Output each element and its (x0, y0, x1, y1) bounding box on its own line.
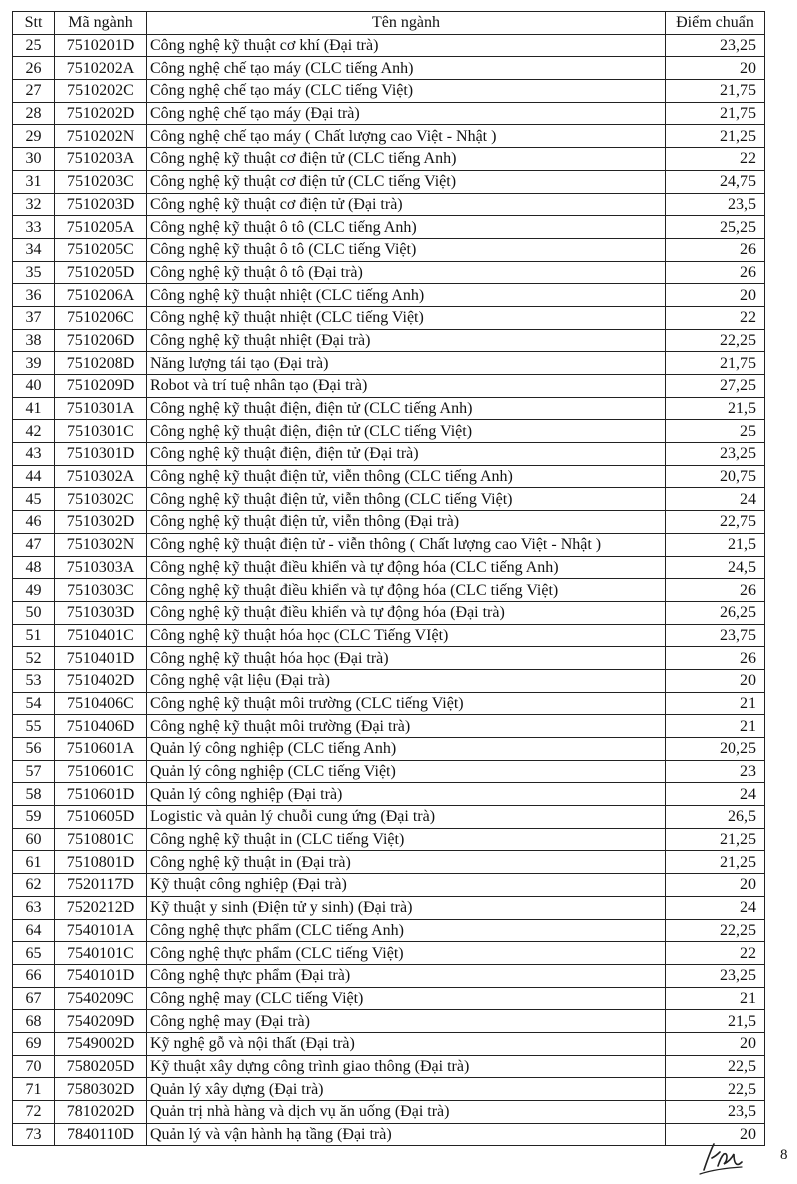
table-row (13, 80, 765, 103)
row-name: Công nghệ kỹ thuật hóa học (Đại trà) (147, 647, 666, 670)
row-code: 7510205C (55, 238, 147, 261)
row-stt: 62 (13, 874, 55, 897)
row-name: Logistic và quản lý chuỗi cung ứng (Đại trà) (147, 806, 666, 829)
row-name: Quản lý công nghiệp (CLC tiếng Việt) (147, 760, 666, 783)
row-stt: 41 (13, 397, 55, 420)
row-stt: 33 (13, 216, 55, 239)
row-score: 21,25 (666, 828, 765, 851)
table-row (13, 443, 765, 466)
row-score: 22,25 (666, 919, 765, 942)
table-row (13, 170, 765, 193)
row-score: 23,25 (666, 964, 765, 987)
row-score: 26 (666, 647, 765, 670)
row-code: 7510601D (55, 783, 147, 806)
row-name: Công nghệ chế tạo máy (Đại trà) (147, 102, 666, 125)
row-code: 7510601C (55, 760, 147, 783)
row-stt: 61 (13, 851, 55, 874)
row-name: Robot và trí tuệ nhân tạo (Đại trà) (147, 375, 666, 398)
row-score: 20 (666, 284, 765, 307)
row-score: 25 (666, 420, 765, 443)
row-code: 7510303C (55, 579, 147, 602)
row-score: 24 (666, 488, 765, 511)
row-score: 22 (666, 942, 765, 965)
row-score: 20 (666, 669, 765, 692)
row-code: 7520212D (55, 896, 147, 919)
row-score: 20 (666, 1123, 765, 1146)
row-code: 7510303A (55, 556, 147, 579)
row-name: Công nghệ kỹ thuật điều khiển và tự động hóa (CLC tiếng Việt) (147, 579, 666, 602)
table-row (13, 148, 765, 171)
table-row (13, 57, 765, 80)
row-score: 23,5 (666, 193, 765, 216)
row-stt: 54 (13, 692, 55, 715)
row-stt: 47 (13, 533, 55, 556)
table-row (13, 783, 765, 806)
table-body (13, 34, 765, 1146)
table-row (13, 942, 765, 965)
row-name: Công nghệ kỹ thuật điện, điện tử (CLC tiếng Anh) (147, 397, 666, 420)
row-stt: 69 (13, 1032, 55, 1055)
row-stt: 37 (13, 306, 55, 329)
admission-score-table (12, 11, 765, 1146)
row-score: 24,5 (666, 556, 765, 579)
row-name: Quản trị nhà hàng và dịch vụ ăn uống (Đại trà) (147, 1101, 666, 1124)
row-code: 7540101A (55, 919, 147, 942)
header-name: Tên ngành (147, 12, 666, 35)
row-score: 26,25 (666, 601, 765, 624)
row-stt: 57 (13, 760, 55, 783)
row-stt: 25 (13, 34, 55, 57)
row-stt: 27 (13, 80, 55, 103)
row-code: 7510202N (55, 125, 147, 148)
row-score: 21,5 (666, 1010, 765, 1033)
row-stt: 38 (13, 329, 55, 352)
row-name: Công nghệ kỹ thuật cơ điện tử (CLC tiếng Anh) (147, 148, 666, 171)
row-stt: 29 (13, 125, 55, 148)
row-stt: 34 (13, 238, 55, 261)
row-name: Công nghệ kỹ thuật ô tô (Đại trà) (147, 261, 666, 284)
row-stt: 70 (13, 1055, 55, 1078)
row-name: Công nghệ kỹ thuật nhiệt (CLC tiếng Anh) (147, 284, 666, 307)
row-code: 7510605D (55, 806, 147, 829)
table-header-row (13, 12, 765, 35)
row-score: 22,25 (666, 329, 765, 352)
row-code: 7510205D (55, 261, 147, 284)
row-score: 26 (666, 238, 765, 261)
table-row (13, 851, 765, 874)
row-name: Công nghệ kỹ thuật in (CLC tiếng Việt) (147, 828, 666, 851)
row-name: Công nghệ kỹ thuật hóa học (CLC Tiếng VIệt) (147, 624, 666, 647)
table-row (13, 533, 765, 556)
row-score: 21,75 (666, 102, 765, 125)
row-score: 21,5 (666, 533, 765, 556)
row-name: Công nghệ vật liệu (Đại trà) (147, 669, 666, 692)
row-code: 7510302N (55, 533, 147, 556)
header-code: Mã ngành (55, 12, 147, 35)
row-score: 21,75 (666, 352, 765, 375)
row-stt: 73 (13, 1123, 55, 1146)
row-score: 21,5 (666, 397, 765, 420)
row-stt: 48 (13, 556, 55, 579)
table-row (13, 692, 765, 715)
row-score: 23 (666, 760, 765, 783)
row-code: 7510303D (55, 601, 147, 624)
row-name: Quản lý công nghiệp (Đại trà) (147, 783, 666, 806)
row-score: 21 (666, 692, 765, 715)
row-name: Công nghệ kỹ thuật điện tử, viễn thông (CLC tiếng Việt) (147, 488, 666, 511)
row-stt: 72 (13, 1101, 55, 1124)
row-code: 7510402D (55, 669, 147, 692)
row-code: 7510209D (55, 375, 147, 398)
row-stt: 68 (13, 1010, 55, 1033)
table-row (13, 964, 765, 987)
row-name: Công nghệ kỹ thuật môi trường (Đại trà) (147, 715, 666, 738)
row-name: Công nghệ chế tạo máy ( Chất lượng cao Việt - Nhật ) (147, 125, 666, 148)
row-name: Công nghệ chế tạo máy (CLC tiếng Anh) (147, 57, 666, 80)
row-code: 7510208D (55, 352, 147, 375)
row-code: 7580205D (55, 1055, 147, 1078)
row-stt: 26 (13, 57, 55, 80)
row-stt: 67 (13, 987, 55, 1010)
row-name: Công nghệ kỹ thuật nhiệt (Đại trà) (147, 329, 666, 352)
row-code: 7510302D (55, 511, 147, 534)
table-row (13, 624, 765, 647)
table-row (13, 919, 765, 942)
row-score: 22 (666, 148, 765, 171)
row-score: 24 (666, 783, 765, 806)
row-score: 20,75 (666, 465, 765, 488)
row-code: 7510203A (55, 148, 147, 171)
row-stt: 55 (13, 715, 55, 738)
row-code: 7510205A (55, 216, 147, 239)
table-row (13, 238, 765, 261)
row-code: 7510301C (55, 420, 147, 443)
row-stt: 58 (13, 783, 55, 806)
table-row (13, 556, 765, 579)
row-code: 7549002D (55, 1032, 147, 1055)
row-stt: 64 (13, 919, 55, 942)
table-row (13, 601, 765, 624)
row-stt: 40 (13, 375, 55, 398)
row-score: 21,25 (666, 851, 765, 874)
row-name: Công nghệ thực phẩm (CLC tiếng Anh) (147, 919, 666, 942)
row-name: Năng lượng tái tạo (Đại trà) (147, 352, 666, 375)
row-stt: 39 (13, 352, 55, 375)
row-name: Công nghệ kỹ thuật nhiệt (CLC tiếng Việt) (147, 306, 666, 329)
row-stt: 45 (13, 488, 55, 511)
row-score: 22,5 (666, 1055, 765, 1078)
row-score: 20 (666, 1032, 765, 1055)
row-stt: 66 (13, 964, 55, 987)
page-number: 8 (780, 1147, 788, 1163)
row-score: 23,25 (666, 443, 765, 466)
row-code: 7840110D (55, 1123, 147, 1146)
table-row (13, 420, 765, 443)
row-code: 7510301A (55, 397, 147, 420)
row-code: 7510302C (55, 488, 147, 511)
table-row (13, 125, 765, 148)
row-score: 21 (666, 987, 765, 1010)
row-stt: 50 (13, 601, 55, 624)
row-name: Công nghệ kỹ thuật cơ điện tử (Đại trà) (147, 193, 666, 216)
row-score: 23,75 (666, 624, 765, 647)
row-code: 7510801D (55, 851, 147, 874)
table-row (13, 896, 765, 919)
row-name: Kỹ thuật xây dựng công trình giao thông (Đại trà) (147, 1055, 666, 1078)
table-row (13, 1101, 765, 1124)
table-row (13, 579, 765, 602)
row-name: Công nghệ kỹ thuật cơ điện tử (CLC tiếng Việt) (147, 170, 666, 193)
row-stt: 42 (13, 420, 55, 443)
table-row (13, 647, 765, 670)
row-score: 21 (666, 715, 765, 738)
table-row (13, 1078, 765, 1101)
row-score: 23,5 (666, 1101, 765, 1124)
row-name: Công nghệ kỹ thuật điều khiển và tự động hóa (CLC tiếng Anh) (147, 556, 666, 579)
row-name: Công nghệ kỹ thuật điều khiển và tự động hóa (Đại trà) (147, 601, 666, 624)
table-row (13, 329, 765, 352)
row-stt: 53 (13, 669, 55, 692)
table-row (13, 1032, 765, 1055)
row-code: 7510203C (55, 170, 147, 193)
row-score: 21,75 (666, 80, 765, 103)
row-code: 7510202C (55, 80, 147, 103)
row-name: Công nghệ kỹ thuật điện tử, viễn thông (CLC tiếng Anh) (147, 465, 666, 488)
row-name: Công nghệ kỹ thuật ô tô (CLC tiếng Việt) (147, 238, 666, 261)
row-name: Quản lý xây dựng (Đại trà) (147, 1078, 666, 1101)
table-row (13, 193, 765, 216)
table-row (13, 715, 765, 738)
row-name: Công nghệ thực phẩm (CLC tiếng Việt) (147, 942, 666, 965)
row-stt: 32 (13, 193, 55, 216)
row-score: 20 (666, 874, 765, 897)
row-code: 7540101C (55, 942, 147, 965)
row-code: 7510801C (55, 828, 147, 851)
row-name: Quản lý công nghiệp (CLC tiếng Anh) (147, 738, 666, 761)
row-stt: 36 (13, 284, 55, 307)
row-score: 24 (666, 896, 765, 919)
row-score: 23,25 (666, 34, 765, 57)
row-code: 7520117D (55, 874, 147, 897)
row-code: 7510401C (55, 624, 147, 647)
row-code: 7510201D (55, 34, 147, 57)
row-stt: 28 (13, 102, 55, 125)
table-row (13, 465, 765, 488)
table-row (13, 874, 765, 897)
row-score: 20,25 (666, 738, 765, 761)
row-name: Công nghệ kỹ thuật in (Đại trà) (147, 851, 666, 874)
row-stt: 71 (13, 1078, 55, 1101)
row-score: 24,75 (666, 170, 765, 193)
row-name: Kỹ thuật y sinh (Điện tử y sinh) (Đại trà) (147, 896, 666, 919)
row-name: Kỹ nghệ gỗ và nội thất (Đại trà) (147, 1032, 666, 1055)
row-name: Công nghệ kỹ thuật điện, điện tử (CLC tiếng Việt) (147, 420, 666, 443)
table-row (13, 1010, 765, 1033)
row-stt: 59 (13, 806, 55, 829)
table-row (13, 1055, 765, 1078)
table-row (13, 397, 765, 420)
row-code: 7540209D (55, 1010, 147, 1033)
table-row (13, 284, 765, 307)
table-row (13, 987, 765, 1010)
table-row (13, 669, 765, 692)
table-row (13, 306, 765, 329)
row-code: 7540101D (55, 964, 147, 987)
row-code: 7510301D (55, 443, 147, 466)
row-code: 7510206C (55, 306, 147, 329)
row-name: Kỹ thuật công nghiệp (Đại trà) (147, 874, 666, 897)
row-stt: 65 (13, 942, 55, 965)
row-name: Công nghệ may (CLC tiếng Việt) (147, 987, 666, 1010)
row-code: 7810202D (55, 1101, 147, 1124)
header-stt: Stt (13, 12, 55, 35)
row-name: Công nghệ may (Đại trà) (147, 1010, 666, 1033)
table-row (13, 1123, 765, 1146)
table-row (13, 102, 765, 125)
row-score: 22 (666, 306, 765, 329)
row-code: 7510206A (55, 284, 147, 307)
row-stt: 49 (13, 579, 55, 602)
row-stt: 56 (13, 738, 55, 761)
row-code: 7510601A (55, 738, 147, 761)
row-code: 7510203D (55, 193, 147, 216)
row-score: 22,5 (666, 1078, 765, 1101)
row-code: 7510406D (55, 715, 147, 738)
row-name: Công nghệ thực phẩm (Đại trà) (147, 964, 666, 987)
table-row (13, 760, 765, 783)
row-code: 7540209C (55, 987, 147, 1010)
table-row (13, 806, 765, 829)
row-stt: 60 (13, 828, 55, 851)
row-code: 7510202A (55, 57, 147, 80)
row-score: 26 (666, 261, 765, 284)
row-code: 7580302D (55, 1078, 147, 1101)
row-stt: 46 (13, 511, 55, 534)
row-name: Công nghệ kỹ thuật điện, điện tử (Đại trà) (147, 443, 666, 466)
row-stt: 35 (13, 261, 55, 284)
table-row (13, 261, 765, 284)
table-row (13, 216, 765, 239)
table-row (13, 34, 765, 57)
row-code: 7510401D (55, 647, 147, 670)
row-stt: 30 (13, 148, 55, 171)
row-code: 7510202D (55, 102, 147, 125)
row-stt: 52 (13, 647, 55, 670)
row-score: 27,25 (666, 375, 765, 398)
table-row (13, 828, 765, 851)
row-stt: 51 (13, 624, 55, 647)
row-name: Công nghệ kỹ thuật điện tử - viễn thông ( Chất lượng cao Việt - Nhật ) (147, 533, 666, 556)
row-code: 7510406C (55, 692, 147, 715)
row-stt: 44 (13, 465, 55, 488)
row-name: Công nghệ kỹ thuật ô tô (CLC tiếng Anh) (147, 216, 666, 239)
row-name: Công nghệ kỹ thuật cơ khí (Đại trà) (147, 34, 666, 57)
row-score: 25,25 (666, 216, 765, 239)
row-score: 20 (666, 57, 765, 80)
header-score: Điểm chuẩn (666, 12, 765, 35)
table-row (13, 375, 765, 398)
handwritten-signature (698, 1140, 746, 1176)
admission-score-sheet (12, 11, 764, 1146)
row-code: 7510302A (55, 465, 147, 488)
table-row (13, 488, 765, 511)
row-stt: 31 (13, 170, 55, 193)
row-name: Công nghệ kỹ thuật môi trường (CLC tiếng Việt) (147, 692, 666, 715)
row-stt: 43 (13, 443, 55, 466)
row-name: Công nghệ kỹ thuật điện tử, viễn thông (Đại trà) (147, 511, 666, 534)
row-score: 26,5 (666, 806, 765, 829)
row-score: 26 (666, 579, 765, 602)
row-score: 22,75 (666, 511, 765, 534)
row-code: 7510206D (55, 329, 147, 352)
table-row (13, 352, 765, 375)
row-name: Công nghệ chế tạo máy (CLC tiếng Việt) (147, 80, 666, 103)
table-row (13, 511, 765, 534)
row-score: 21,25 (666, 125, 765, 148)
table-row (13, 738, 765, 761)
row-name: Quản lý và vận hành hạ tầng (Đại trà) (147, 1123, 666, 1146)
row-stt: 63 (13, 896, 55, 919)
